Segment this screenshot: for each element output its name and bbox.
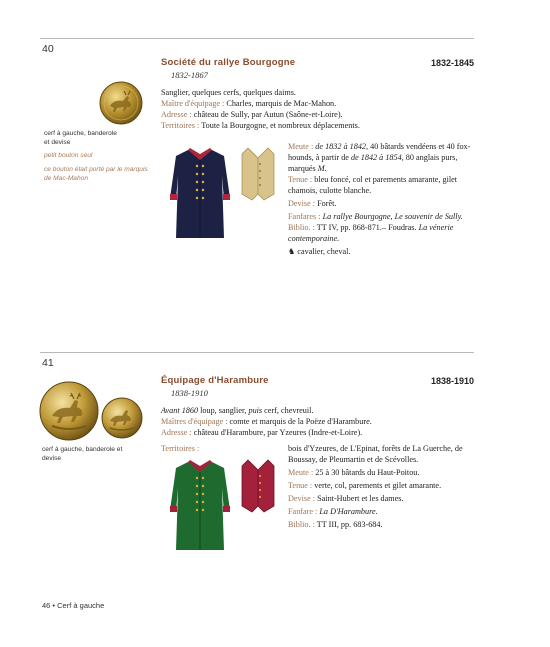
territoires-text: bois d'Yzeures, de L'Epinat, forêts de La Guerche, de Boussay, de Pleumartin et de Scévolles.	[288, 444, 463, 464]
entry-title: Société du rallye Bourgogne	[161, 57, 296, 68]
biblio-line: Biblio. : TT III, pp. 683-684.	[288, 520, 383, 529]
entry-body	[161, 87, 476, 131]
territoires-line: Territoires :	[161, 444, 200, 453]
entry-number: 41	[42, 357, 54, 369]
hunt-button-small-image	[100, 396, 144, 440]
side-note: petit bouton seul	[44, 152, 93, 159]
text-line: Territoires : Toute la Bourgogne, et nombreux déplacements.	[161, 121, 360, 130]
divider-top	[40, 38, 474, 39]
vest-illustration	[238, 146, 278, 202]
side-caption: cerf à gauche, banderole et devise	[44, 130, 117, 146]
side-note: ce bouton était porté par le marquis de Mac-Mahon	[44, 166, 148, 182]
tenue-line: Tenue : verte, col, parements et gilet amarante.	[288, 481, 442, 490]
entry-years: 1832-1845	[430, 58, 474, 68]
extra-line: ♞ cavalier, cheval.	[288, 247, 351, 256]
biblio-line: Biblio. : TT IV, pp. 868-871.– Foudras. La vénerie contemporaine.	[288, 223, 454, 243]
fanfares-line: Fanfares : La rallye Bourgogne, Le souvenir de Sully.	[288, 212, 463, 221]
text-line: Avant 1860 loup, sanglier, puis cerf, chevreuil.	[161, 406, 314, 415]
coat-illustration	[166, 458, 234, 554]
devise-line: Devise : Forêt.	[288, 199, 337, 208]
entry-body	[161, 405, 476, 438]
entry-title: Équipage d'Harambure	[161, 375, 269, 386]
divider-mid	[40, 352, 474, 353]
coat-illustration	[166, 146, 234, 242]
text-line: Adresse : château d'Harambure, par Yzeures (Indre-et-Loire).	[161, 428, 363, 437]
hunt-button-image	[38, 380, 100, 442]
devise-line: Devise : Saint-Hubert et les dames.	[288, 494, 404, 503]
vest-illustration	[238, 458, 278, 514]
meute-line: Meute : 25 à 30 bâtards du Haut-Poitou.	[288, 468, 420, 477]
entry-number: 40	[42, 43, 54, 55]
fanfare-line: Fanfare : La D'Harambure.	[288, 507, 378, 516]
text-line: Maîtres d'équipage : comte et marquis de la Poëze d'Harambure.	[161, 417, 372, 426]
text-line: Sanglier, quelques cerfs, quelques daims.	[161, 88, 296, 97]
meute-line: Meute : de 1832 à 1842, 40 bâtards vendéens et 40 fox-hounds, à partir de de 1842 à 1854, 80 anglais purs, marqués M.	[288, 142, 471, 173]
tenue-line: Tenue : bleu foncé, col et parements amarante, gilet chamois, culotte blanche.	[288, 175, 458, 195]
entry-years: 1838-1910	[430, 376, 474, 386]
horse-rider-icon: ♞	[288, 247, 296, 256]
side-caption: cerf à gauche, banderole et devise	[42, 446, 123, 462]
text-line: Adresse : château de Sully, par Autun (Saône-et-Loire).	[161, 110, 343, 119]
page-footer: 46 • Cerf à gauche	[42, 601, 105, 610]
entry-subdates: 1832-1867	[171, 70, 208, 80]
hunt-button-image	[98, 80, 144, 126]
entry-details	[288, 443, 478, 530]
text-line: Maître d'équipage : Charles, marquis de Mac-Mahon.	[161, 99, 337, 108]
entry-details	[288, 141, 478, 257]
entry-subdates: 1838-1910	[171, 388, 208, 398]
